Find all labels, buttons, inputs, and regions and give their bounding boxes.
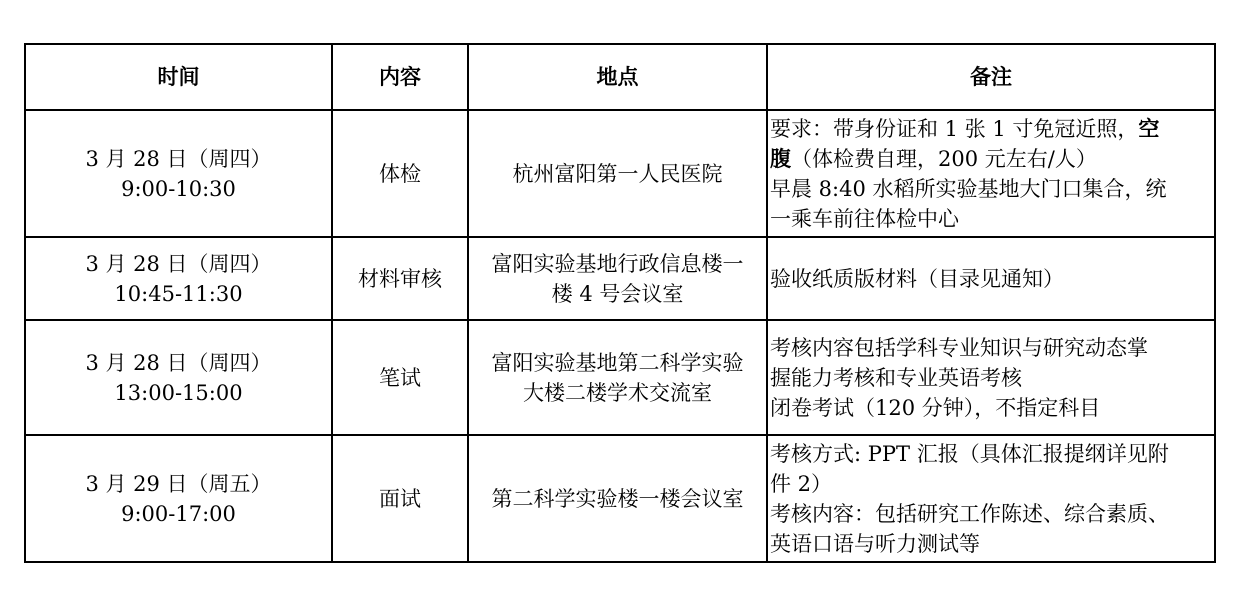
time-cell [25,110,332,237]
location-cell [468,110,767,237]
notes-line: 一乘车前往体检中心 [770,206,959,231]
notes-line: 考核内容包括学科专业知识与研究动态掌 [770,335,1148,360]
notes-cell [767,435,1215,562]
notes-line: 英语口语与听力测试等 [770,531,980,556]
notes-line [770,114,1212,144]
date-text: 3 月 28 日（周四） [85,251,272,276]
location-cell [468,435,767,562]
notes-line: 握能力考核和专业英语考核 [770,365,1022,390]
notes-line: 考核内容：包括研究工作陈述、综合素质、 [770,501,1169,526]
table-row [25,320,1215,435]
notes-emphasis: 腹 [770,145,791,171]
date-text: 3 月 29 日（周五） [85,471,272,496]
schedule-table [24,43,1216,563]
notes-cell [767,237,1215,320]
table-header-row [25,44,1215,110]
header-notes: 备注 [767,44,1215,110]
notes-line: 考核方式: PPT 汇报（具体汇报提纲详见附 [770,441,1169,466]
time-cell [25,237,332,320]
header-time: 时间 [25,44,332,110]
notes-text: 要求：带身份证和 1 张 1 寸免冠近照， [770,116,1139,141]
notes-cell [767,110,1215,237]
table-row [25,435,1215,562]
notes-line: 验收纸质版材料（目录见通知） [770,266,1064,291]
time-cell [25,435,332,562]
time-range-text: 13:00-15:00 [114,380,243,405]
location-cell [468,237,767,320]
date-text: 3 月 28 日（周四） [85,146,272,171]
header-location: 地点 [468,44,767,110]
content-cell: 体检 [332,110,468,237]
location-line: 杭州富阳第一人民医院 [512,161,723,186]
time-range-text: 9:00-10:30 [121,176,236,201]
notes-cell [767,320,1215,435]
location-line: 楼 4 号会议室 [551,281,684,306]
location-line: 第二科学实验楼一楼会议室 [491,486,744,511]
notes-line: 早晨 8:40 水稻所实验基地大门口集合，统 [770,176,1167,201]
location-cell [468,320,767,435]
content-cell: 面试 [332,435,468,562]
time-cell [25,320,332,435]
notes-emphasis: 空 [1138,115,1160,141]
notes-line: 闭卷考试（120 分钟），不指定科目 [770,395,1101,420]
table-row [25,110,1215,237]
time-range-text: 9:00-17:00 [121,501,236,526]
content-cell: 笔试 [332,320,468,435]
location-line: 富阳实验基地第二科学实验 [491,350,744,375]
location-line: 大楼二楼学术交流室 [523,380,712,405]
time-range-text: 10:45-11:30 [114,281,243,306]
content-cell: 材料审核 [332,237,468,320]
notes-line: 件 2） [770,471,833,496]
date-text: 3 月 28 日（周四） [85,350,272,375]
notes-line [770,144,1212,174]
notes-text: （体检费自理，200 元左右/人） [791,146,1097,171]
table-row [25,237,1215,320]
location-line: 富阳实验基地行政信息楼一 [491,251,744,276]
header-content: 内容 [332,44,468,110]
